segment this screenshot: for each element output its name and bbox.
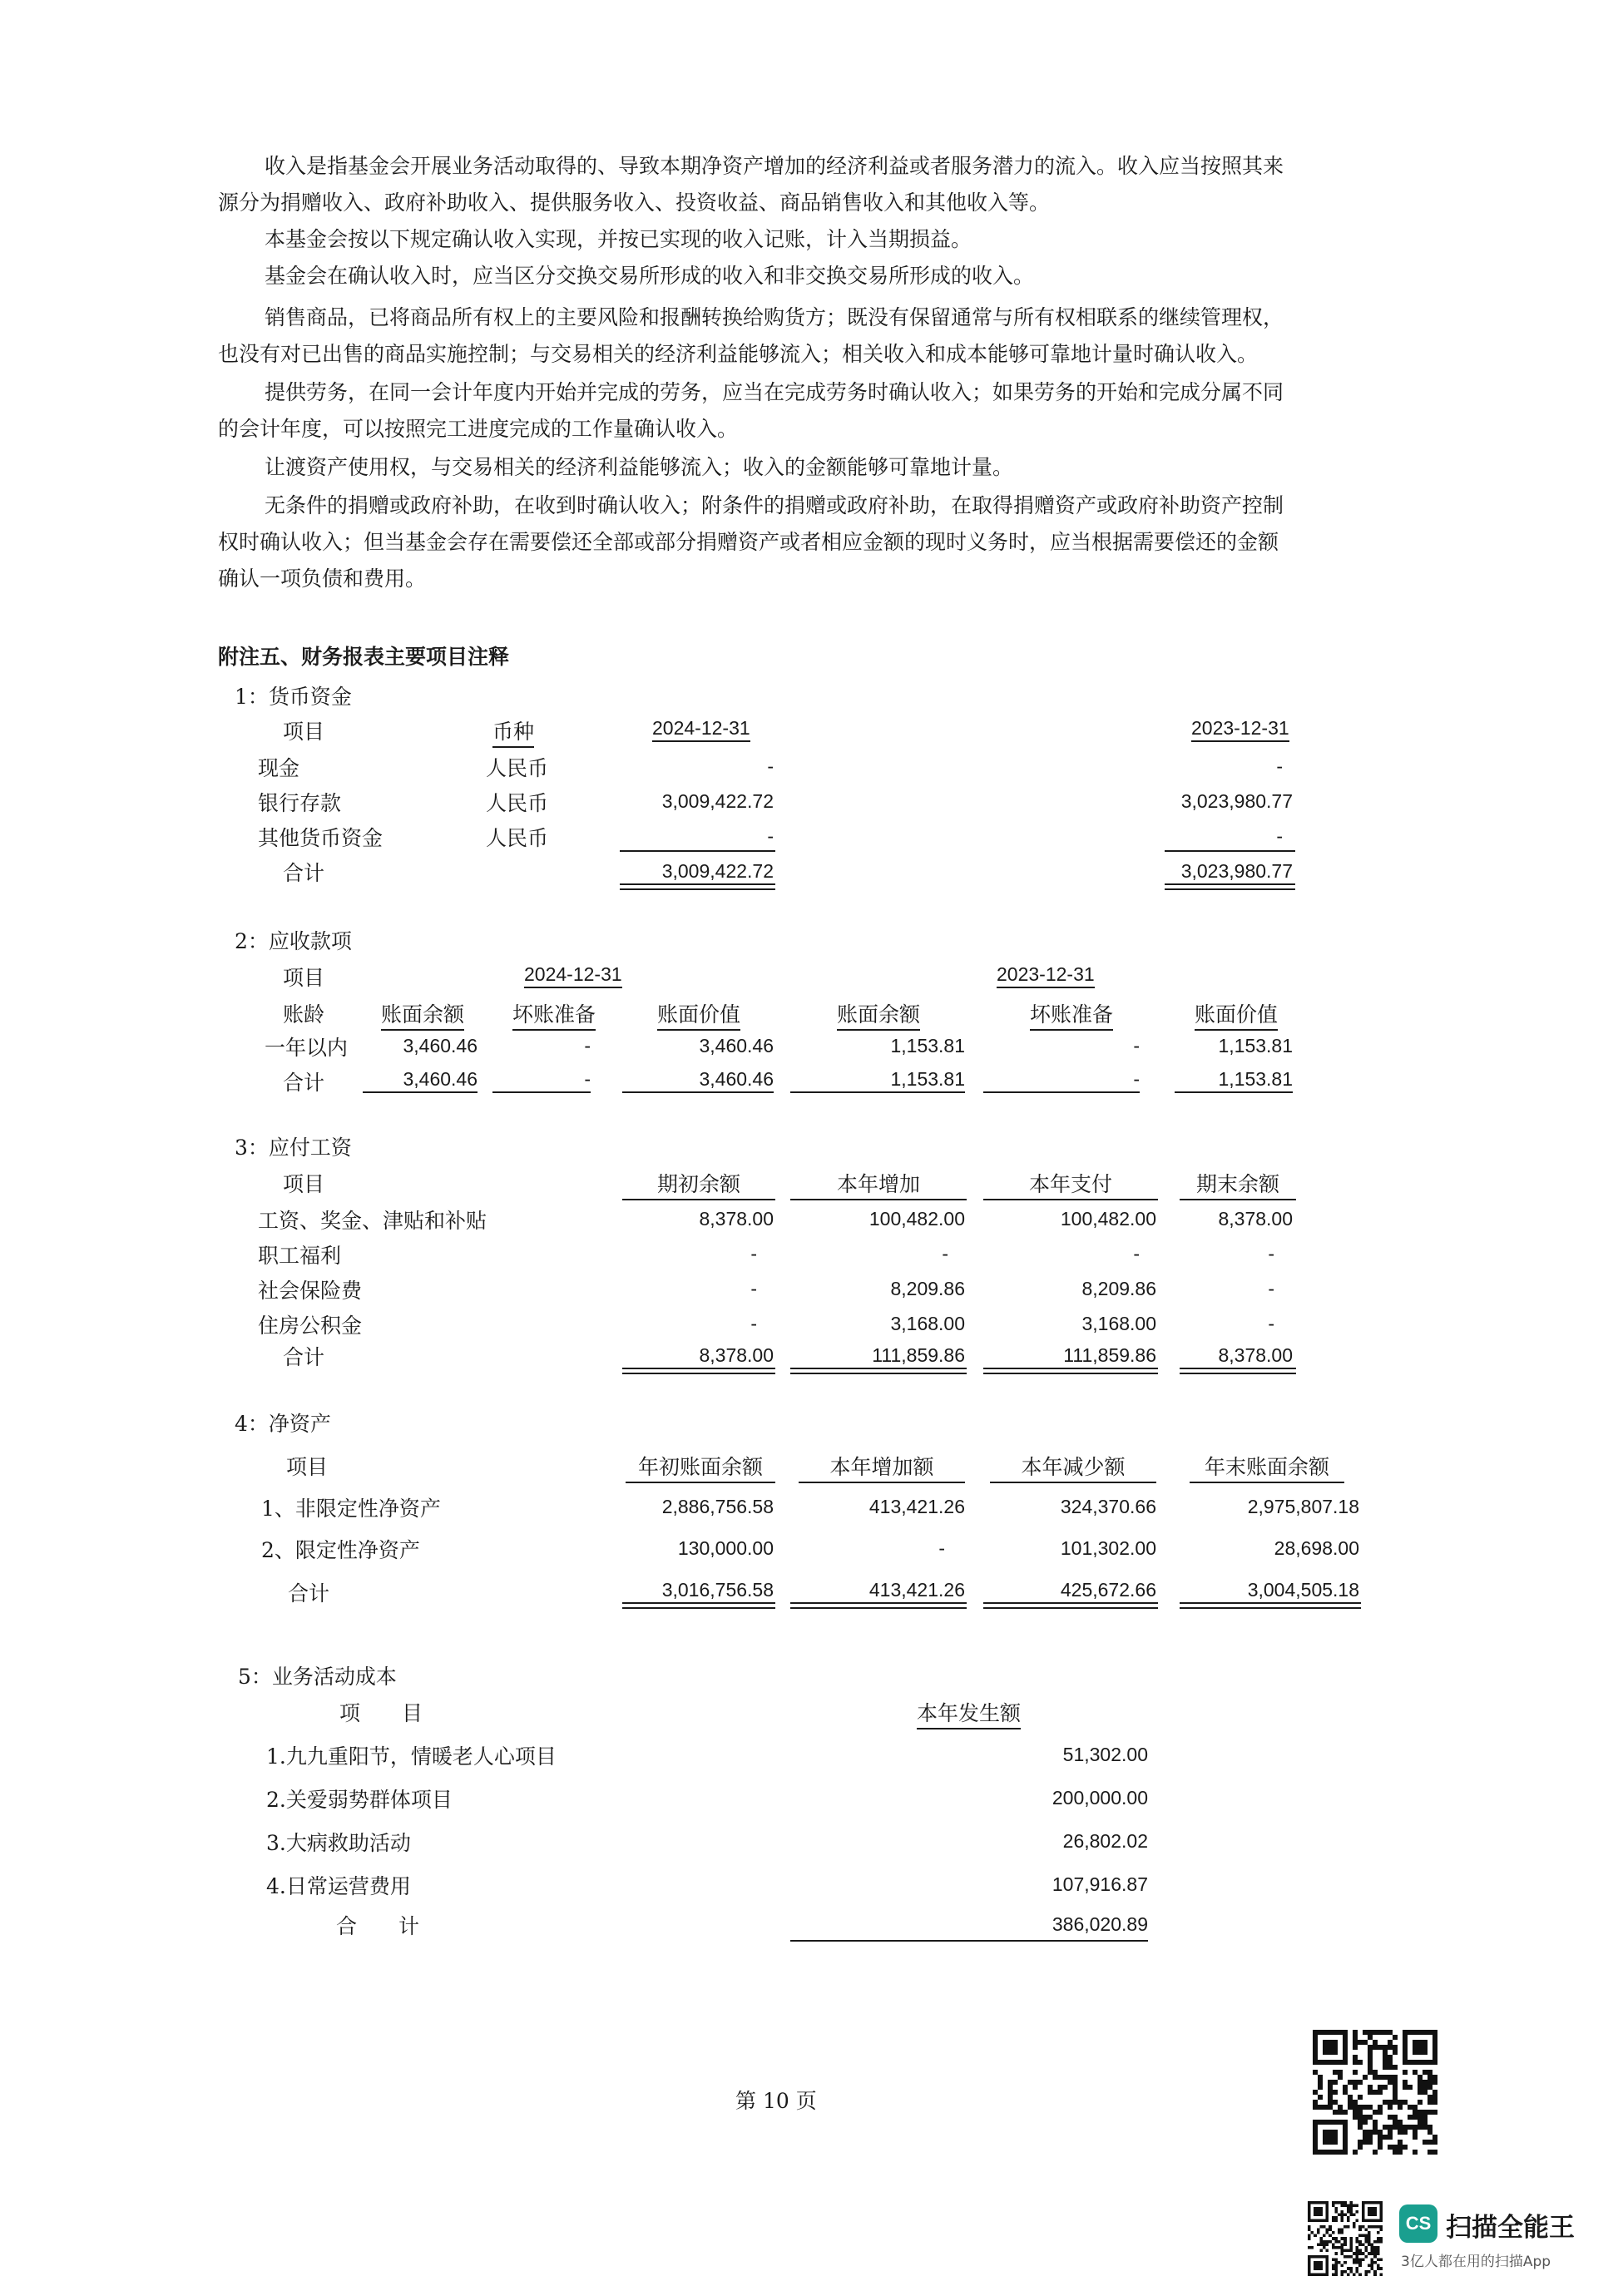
total-value: 3,009,422.72 (661, 860, 774, 882)
column-header: 年末账面余额 (1190, 1451, 1344, 1483)
total-value: 3,460.46 (622, 1068, 774, 1093)
total-value: 111,859.86 (1063, 1344, 1156, 1366)
table-cell: - (1268, 1278, 1274, 1299)
table-cell: 人民币 (486, 791, 549, 815)
total-double-line (622, 1602, 775, 1609)
table-cell: 8,209.86 (1081, 1278, 1156, 1299)
table-cell: 3,023,980.77 (1180, 790, 1293, 812)
table-cell: 28,698.00 (1274, 1537, 1359, 1559)
table-cell: - (1133, 1243, 1140, 1264)
app-name: 扫描全能王 (1446, 2213, 1575, 2243)
total-double-line (790, 1368, 967, 1374)
table-cell: 1,153.81 (1218, 1035, 1293, 1056)
cs-logo-icon: CS (1399, 2204, 1437, 2243)
total-double-line (1180, 1602, 1361, 1609)
table-cell: - (584, 1035, 591, 1056)
table-cell: 8,378.00 (1218, 1208, 1293, 1230)
paragraph-line: 本基金会按以下规定确认收入实现，并按已实现的收入记账，计入当期损益。 (265, 227, 972, 251)
table-cell: 3,460.46 (699, 1035, 774, 1056)
paragraph-line: 权时确认收入；但当基金会存在需要偿还全部或部分捐赠资产或者相应金额的现时义务时，应当根据需要偿还的金额 (218, 530, 1279, 554)
total-value: 413,421.26 (868, 1579, 965, 1601)
table-cell: - (1133, 1035, 1140, 1056)
column-header: 本年增加额 (799, 1451, 965, 1483)
paragraph-line: 收入是指基金会开展业务活动取得的、导致本期净资产增加的经济利益或者服务潜力的流入。收入应当按照其来 (265, 154, 1284, 178)
period-header: 2023-12-31 (997, 963, 1095, 988)
table-cell: - (1268, 1243, 1274, 1264)
table-title: 4：净资产 (235, 1412, 331, 1436)
table-cell: 1、非限定性净资产 (261, 1497, 441, 1521)
table-cell: - (1276, 755, 1283, 777)
table-cell: 3,460.46 (403, 1035, 477, 1056)
table-cell: - (1276, 825, 1283, 847)
paragraph-line: 让渡资产使用权，与交易相关的经济利益能够流入；收入的金额能够可靠地计量。 (265, 455, 1014, 479)
column-header: 2023-12-31 (1191, 717, 1289, 742)
total-label: 合计 (283, 1345, 325, 1369)
column-header: 本年减少额 (990, 1451, 1156, 1483)
paragraph-line: 的会计年度，可以按照完工进度完成的工作量确认收入。 (218, 417, 739, 441)
total-label: 合计 (288, 1581, 330, 1606)
table-cell: 3,168.00 (1081, 1313, 1156, 1334)
app-tagline: 3亿人都在用的扫描App (1401, 2254, 1551, 2270)
table-cell: 其他货币资金 (258, 826, 383, 850)
total-value: 3,023,980.77 (1180, 860, 1293, 882)
total-double-line (620, 883, 775, 890)
total-value: 8,378.00 (699, 1344, 774, 1366)
paragraph-line: 销售商品，已将商品所有权上的主要风险和报酬转换给购货方；既没有保留通常与所有权相联系的继续管理权， (265, 305, 1284, 329)
total-double-line (790, 1602, 967, 1609)
table-cell: 社会保险费 (258, 1279, 363, 1303)
paragraph-line: 也没有对已出售的商品实施控制；与交易相关的经济利益能够流入；相关收入和成本能够可靠地计量时确认收入。 (218, 342, 1259, 366)
table-cell: - (750, 1313, 757, 1334)
table-cell: 人民币 (486, 826, 549, 850)
column-header: 本年增加 (790, 1168, 967, 1200)
paragraph-line: 无条件的捐赠或政府补助，在收到时确认收入；附条件的捐赠或政府补助，在取得捐赠资产或政府补助资产控制 (265, 493, 1284, 517)
table-cell: 130,000.00 (677, 1537, 774, 1559)
table-cell: - (750, 1243, 757, 1264)
column-header: 2024-12-31 (652, 717, 750, 742)
table-cell: - (938, 1537, 945, 1559)
column-header: 账面余额 (381, 998, 464, 1031)
table-cell: 100,482.00 (868, 1208, 965, 1230)
column-header: 账面余额 (837, 998, 920, 1031)
subtotal-line (1165, 850, 1295, 852)
total-double-line (622, 1368, 775, 1374)
page-number: 第 10 页 (735, 2089, 817, 2113)
subtotal-line (620, 850, 775, 852)
total-value: 1,153.81 (790, 1068, 965, 1093)
table-cell: 26,802.02 (1062, 1830, 1148, 1852)
paragraph-line: 基金会在确认收入时，应当区分交换交易所形成的收入和非交换交易所形成的收入。 (265, 264, 1035, 288)
table-cell: 4.日常运营费用 (266, 1874, 411, 1898)
table-cell: 2,886,756.58 (661, 1496, 774, 1517)
total-value: 386,020.89 (1051, 1913, 1148, 1935)
table-cell: - (767, 755, 774, 777)
total-label: 合计 (283, 1071, 325, 1095)
table-cell: 3,168.00 (890, 1313, 965, 1334)
total-value: 1,153.81 (1175, 1068, 1293, 1093)
column-header: 期末余额 (1180, 1168, 1296, 1200)
total-label: 合计 (283, 861, 325, 885)
column-header: 项 目 (339, 1701, 423, 1725)
total-label: 合 计 (336, 1914, 420, 1938)
column-header: 账龄 (283, 1002, 325, 1027)
table-cell: 8,209.86 (890, 1278, 965, 1299)
column-header: 项目 (283, 720, 325, 744)
table-title: 1：货币资金 (235, 685, 352, 709)
column-header: 年初账面余额 (626, 1451, 775, 1483)
column-header: 币种 (492, 715, 534, 748)
table-title: 3：应付工资 (235, 1136, 352, 1160)
table-cell: 324,370.66 (1060, 1496, 1156, 1517)
table-cell: 1.九九重阳节，情暖老人心项目 (266, 1744, 557, 1769)
total-double-line (1165, 883, 1295, 890)
paragraph-line: 提供劳务，在同一会计年度内开始并完成的劳务，应当在完成劳务时确认收入；如果劳务的开始和完成分属不同 (265, 380, 1284, 404)
table-cell: 51,302.00 (1062, 1744, 1148, 1765)
column-header: 账面价值 (1195, 998, 1278, 1031)
total-double-line (983, 1368, 1158, 1374)
period-header: 2024-12-31 (524, 963, 622, 988)
total-value: 3,016,756.58 (661, 1579, 774, 1601)
total-value: - (492, 1068, 591, 1093)
total-line (790, 1940, 1148, 1942)
column-header: 项目 (283, 966, 325, 990)
total-value: 111,859.86 (872, 1344, 965, 1366)
table-cell: 2,975,807.18 (1247, 1496, 1359, 1517)
table-title: 5：业务活动成本 (238, 1665, 397, 1689)
section-title: 附注五、财务报表主要项目注释 (218, 645, 510, 669)
table-title: 2：应收款项 (235, 929, 352, 953)
total-value: 3,460.46 (363, 1068, 477, 1093)
table-cell: 现金 (258, 756, 300, 780)
total-double-line (1180, 1368, 1296, 1374)
column-header: 本年支付 (983, 1168, 1158, 1200)
paragraph-line: 确认一项负债和费用。 (218, 567, 427, 591)
table-cell: 3.大病救助活动 (266, 1831, 411, 1855)
table-cell: 413,421.26 (868, 1496, 965, 1517)
paragraph-line: 源分为捐赠收入、政府补助收入、提供服务收入、投资收益、商品销售收入和其他收入等。 (218, 191, 1051, 215)
table-cell: - (942, 1243, 948, 1264)
table-cell: 107,916.87 (1051, 1873, 1148, 1895)
table-cell: 2.关爱弱势群体项目 (266, 1788, 453, 1812)
table-cell: 工资、奖金、津贴和补贴 (258, 1209, 487, 1233)
table-cell: 银行存款 (258, 791, 342, 815)
column-header: 本年发生额 (917, 1697, 1021, 1729)
table-cell: 人民币 (486, 756, 549, 780)
table-cell: 一年以内 (265, 1036, 349, 1060)
table-cell: 101,302.00 (1060, 1537, 1156, 1559)
table-cell: 100,482.00 (1060, 1208, 1156, 1230)
qr-code-icon (1313, 2030, 1437, 2155)
column-header: 项目 (283, 1172, 325, 1196)
table-cell: 8,378.00 (699, 1208, 774, 1230)
table-cell: - (767, 825, 774, 847)
column-header: 项目 (286, 1455, 329, 1479)
table-cell: - (750, 1278, 757, 1299)
total-value: 8,378.00 (1218, 1344, 1293, 1366)
table-cell: 1,153.81 (890, 1035, 965, 1056)
table-cell: 200,000.00 (1051, 1787, 1148, 1809)
watermark-qr-icon (1308, 2201, 1383, 2276)
table-cell: 职工福利 (258, 1244, 342, 1268)
total-value: 425,672.66 (1060, 1579, 1156, 1601)
table-cell: 住房公积金 (258, 1314, 363, 1338)
total-double-line (983, 1602, 1158, 1609)
table-cell: 3,009,422.72 (661, 790, 774, 812)
column-header: 坏账准备 (512, 998, 596, 1031)
column-header: 账面价值 (657, 998, 740, 1031)
total-value: - (983, 1068, 1140, 1093)
total-value: 3,004,505.18 (1247, 1579, 1359, 1601)
table-cell: - (1268, 1313, 1274, 1334)
column-header: 期初余额 (622, 1168, 775, 1200)
column-header: 坏账准备 (1030, 998, 1113, 1031)
table-cell: 2、限定性净资产 (261, 1538, 420, 1562)
